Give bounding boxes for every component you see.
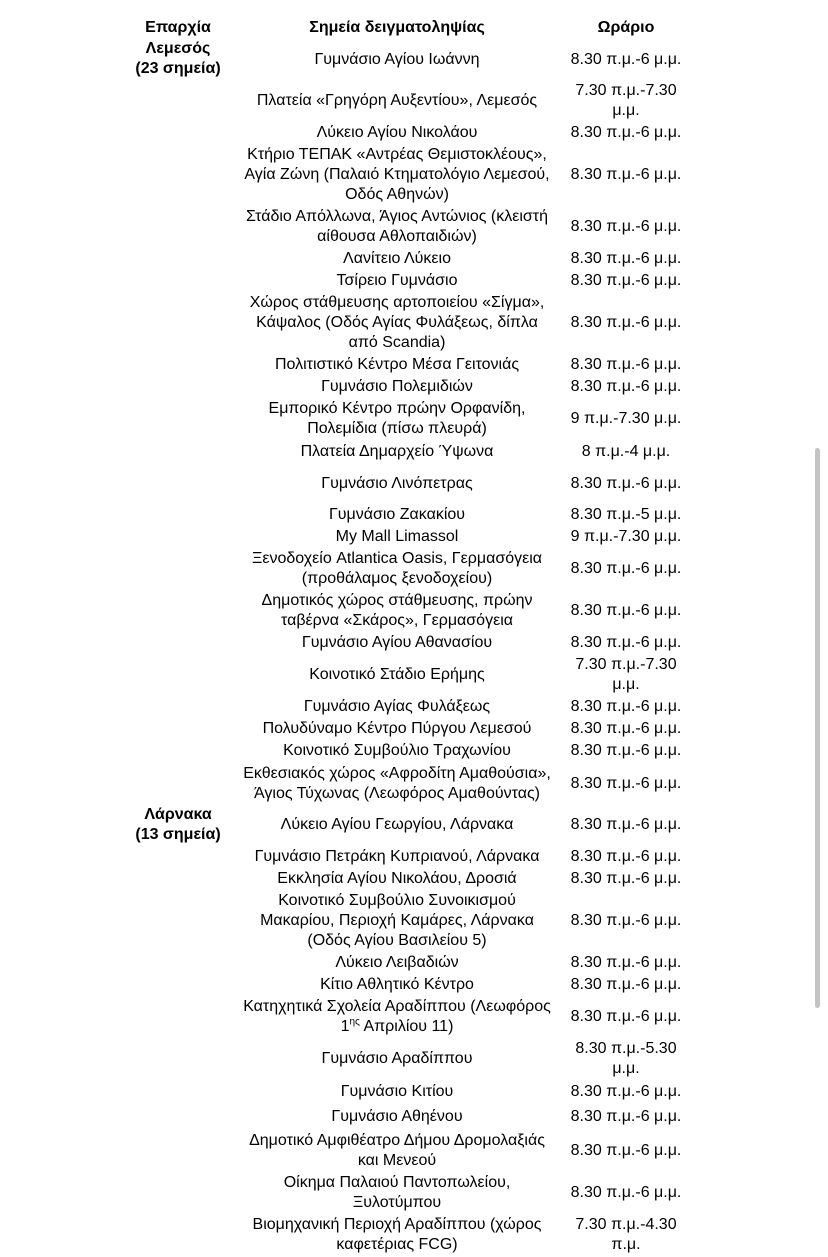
hours-cell <box>562 847 690 867</box>
ordinal-superscript: ης <box>349 1016 360 1028</box>
location-line: και Μενεού <box>357 1152 437 1169</box>
location-line: Γυμνάσιο Αγίας Φυλάξεως <box>303 698 491 715</box>
location-cell <box>232 249 562 269</box>
region-count: (13 σημεία) <box>135 826 221 843</box>
location-line: Γυμνάσιο Πολεμιδιών <box>321 378 473 395</box>
hours-line: 8.30 π.μ.-6 μ.μ. <box>570 356 682 373</box>
hours-line: 8.30 π.μ.-6 μ.μ. <box>570 602 682 619</box>
header-site: Σημεία δειγματοληψίας <box>309 19 485 36</box>
location-line: Εμπορικό Κέντρο πρώην Ορφανίδη, <box>268 400 526 417</box>
location-cell <box>232 975 562 995</box>
location-line: Ξυλοτύμπου <box>352 1194 442 1211</box>
location-line: Κίτιο Αθλητικό Κέντρο <box>320 976 474 993</box>
hours-cell <box>562 1082 690 1102</box>
hours-line: 8.30 π.μ.-6 μ.μ. <box>570 848 682 865</box>
location-cell <box>232 891 562 951</box>
location-line: Κοινοτικό Στάδιο Ερήμης <box>309 666 485 683</box>
hours-cell <box>562 50 690 70</box>
hours-cell <box>562 165 690 185</box>
location-cell <box>232 377 562 397</box>
location-line: Οδός Αθηνών) <box>345 186 449 203</box>
location-cell <box>232 1082 562 1102</box>
location-cell <box>232 1131 562 1171</box>
location-line: Γυμνάσιο Πετράκη Κυπριανού, Λάρνακα <box>254 848 540 865</box>
location-line: Χώρος στάθμευσης αρτοποιείου «Σίγμα», <box>249 294 545 311</box>
location-line: καφετέριας FCG) <box>336 1236 458 1253</box>
hours-cell <box>562 1107 690 1127</box>
location-cell <box>232 527 562 547</box>
hours-line: 8.30 π.μ.-6 μ.μ. <box>570 954 682 971</box>
location-line: $1^{\eta\varsigma}$ Απριλίου 11) <box>340 1016 454 1035</box>
location-line: ταβέρνα «Σκάρος», Γερμασόγεια <box>280 612 514 629</box>
location-line: Βιομηχανική Περιοχή Αραδίππου (χώρος <box>252 1216 542 1233</box>
region-count: (23 σημεία) <box>135 60 221 77</box>
location-cell <box>232 719 562 739</box>
hours-line: 8.30 π.μ.-6 μ.μ. <box>570 775 682 792</box>
location-cell <box>232 741 562 761</box>
hours-line: 9 π.μ.-7.30 μ.μ. <box>570 528 682 545</box>
location-line: Εκκλησία Αγίου Νικολάου, Δροσιά <box>277 870 517 887</box>
hours-cell <box>562 313 690 333</box>
location-cell <box>232 293 562 353</box>
hours-cell <box>562 975 690 995</box>
hours-line: 8.30 π.μ.-6 μ.μ. <box>570 870 682 887</box>
hours-line: 8.30 π.μ.-6 μ.μ. <box>570 272 682 289</box>
hours-cell <box>562 1007 690 1027</box>
hours-line: π.μ. <box>611 1236 641 1253</box>
location-line: My Mall Limassol <box>335 528 459 545</box>
hours-cell <box>562 409 690 429</box>
hours-line: 8.30 π.μ.-6 μ.μ. <box>570 218 682 235</box>
hours-line: 7.30 π.μ.-4.30 <box>575 1216 677 1233</box>
location-line: Λύκειο Λειβαδιών <box>335 954 459 971</box>
location-cell <box>232 355 562 375</box>
hours-cell <box>562 911 690 931</box>
location-cell <box>232 442 562 462</box>
hours-line: μ.μ. <box>612 1060 640 1077</box>
location-line: Τσίρειο Γυμνάσιο <box>336 272 458 289</box>
location-line: Πλατεία Δημαρχείο Ύψωνα <box>300 443 494 460</box>
hours-line: 8.30 π.μ.-6 μ.μ. <box>570 1108 682 1125</box>
hours-cell <box>562 774 690 794</box>
hours-cell <box>562 1141 690 1161</box>
location-cell <box>232 633 562 653</box>
location-cell <box>232 1049 562 1069</box>
hours-line: 8.30 π.μ.-6 μ.μ. <box>570 634 682 651</box>
hours-line: 8.30 π.μ.-6 μ.μ. <box>570 912 682 929</box>
location-line: Δημοτικό Αμφιθέατρο Δήμου Δρομολαξιάς <box>249 1132 545 1149</box>
hours-cell <box>562 1215 690 1255</box>
hours-cell <box>562 869 690 889</box>
hours-cell <box>562 442 690 462</box>
hours-cell <box>562 953 690 973</box>
hours-cell <box>562 505 690 525</box>
hours-line: 9 π.μ.-7.30 μ.μ. <box>570 410 682 427</box>
hours-line: 8.30 π.μ.-6 μ.μ. <box>570 698 682 715</box>
hours-line: 8.30 π.μ.-6 μ.μ. <box>570 1008 682 1025</box>
location-line: Γυμνάσιο Αθηένου <box>331 1108 463 1125</box>
location-line: Κοινοτικό Συμβούλιο Συνοικισμού <box>278 892 516 909</box>
hours-cell <box>562 697 690 717</box>
hours-line: 7.30 π.μ.-7.30 <box>575 656 677 673</box>
location-line: Γυμνάσιο Ζακακίου <box>328 506 466 523</box>
location-line: (Οδός Αγίου Βασιλείου 5) <box>307 932 487 949</box>
hours-line: 8 π.μ.-4 μ.μ. <box>581 443 671 460</box>
location-line: Γυμνάσιο Αγίου Ιωάννη <box>314 51 480 68</box>
hours-cell <box>562 719 690 739</box>
header-region: Επαρχία <box>145 19 211 36</box>
location-cell <box>232 271 562 291</box>
location-cell <box>232 847 562 867</box>
hours-cell <box>562 1183 690 1203</box>
hours-cell <box>562 123 690 143</box>
location-line: Γυμνάσιο Αραδίππου <box>321 1050 473 1067</box>
region-name: Λεμεσός <box>145 40 211 57</box>
location-line: Κατηχητικά Σχολεία Αραδίππου (Λεωφόρος <box>243 998 551 1015</box>
location-cell <box>232 869 562 889</box>
hours-cell <box>562 559 690 579</box>
location-line: Λύκειο Αγίου Γεωργίου, Λάρνακα <box>280 816 514 833</box>
location-cell <box>232 474 562 494</box>
location-cell <box>232 1215 562 1255</box>
location-line-tail: Απριλίου 11) <box>359 1018 454 1035</box>
location-line: Στάδιο Απόλλωνα, Άγιος Αντώνιος (κλειστή <box>245 208 548 225</box>
hours-cell <box>562 1039 690 1079</box>
hours-cell <box>562 81 690 121</box>
location-line: Μακαρίου, Περιοχή Καμάρες, Λάρνακα <box>260 912 534 929</box>
location-cell <box>232 665 562 685</box>
hours-line: 8.30 π.μ.-6 μ.μ. <box>570 166 682 183</box>
location-line: Γυμνάσιο Κιτίου <box>340 1083 454 1100</box>
location-cell <box>232 399 562 439</box>
location-line: (προθάλαμος ξενοδοχείου) <box>301 570 493 587</box>
hours-line: 8.30 π.μ.-6 μ.μ. <box>570 51 682 68</box>
hours-cell <box>562 217 690 237</box>
hours-cell <box>562 474 690 494</box>
location-line: Δημοτικός χώρος στάθμευσης, πρώην <box>261 592 533 609</box>
location-line: Οίκημα Παλαιού Παντοπωλείου, <box>283 1174 511 1191</box>
location-line: Αγία Ζώνη (Παλαιό Κτηματολόγιο Λεμεσού, <box>244 166 550 183</box>
hours-line: 8.30 π.μ.-6 μ.μ. <box>570 1083 682 1100</box>
location-line: Ξενοδοχείο Atlantica Oasis, Γερμασόγεια <box>251 550 543 567</box>
location-cell <box>232 145 562 205</box>
location-cell <box>232 1107 562 1127</box>
hours-line: 8.30 π.μ.-6 μ.μ. <box>570 816 682 833</box>
location-line: από Scandia) <box>348 334 446 351</box>
hours-line: 8.30 π.μ.-6 μ.μ. <box>570 124 682 141</box>
location-cell <box>232 1173 562 1213</box>
location-cell <box>232 815 562 835</box>
location-cell <box>232 505 562 525</box>
hours-cell <box>562 271 690 291</box>
hours-line: 8.30 π.μ.-6 μ.μ. <box>570 1184 682 1201</box>
location-cell <box>232 591 562 631</box>
hours-line: 8.30 π.μ.-6 μ.μ. <box>570 475 682 492</box>
location-line: Γυμνάσιο Λινόπετρας <box>321 475 473 492</box>
location-line: Λανίτειο Λύκειο <box>343 250 451 267</box>
hours-line: 8.30 π.μ.-6 μ.μ. <box>570 560 682 577</box>
location-line: Γυμνάσιο Αγίου Αθανασίου <box>301 634 493 651</box>
hours-line: 8.30 π.μ.-6 μ.μ. <box>570 976 682 993</box>
location-line: Εκθεσιακός χώρος «Αφροδίτη Αμαθούσια», <box>243 765 551 782</box>
location-cell <box>232 953 562 973</box>
region-larnaca <box>118 805 238 845</box>
hours-line: 8.30 π.μ.-5 μ.μ. <box>570 506 682 523</box>
hours-cell <box>562 655 690 695</box>
hours-line: μ.μ. <box>612 676 640 693</box>
location-cell <box>232 549 562 589</box>
location-line: Πολυδύναμο Κέντρο Πύργου Λεμεσού <box>262 720 532 737</box>
hours-cell <box>562 601 690 621</box>
hours-cell <box>562 527 690 547</box>
location-line: Πολεμίδια (πίσω πλευρά) <box>307 420 487 437</box>
location-cell <box>232 50 562 70</box>
location-cell <box>232 207 562 247</box>
region-name: Λάρνακα <box>144 806 212 823</box>
location-cell <box>232 697 562 717</box>
location-cell <box>232 91 562 111</box>
hours-cell <box>562 741 690 761</box>
hours-cell <box>562 815 690 835</box>
location-line: Κάψαλος (Οδός Αγίας Φυλάξεως, δίπλα <box>256 314 538 331</box>
hours-cell <box>562 633 690 653</box>
hours-cell <box>562 249 690 269</box>
location-cell <box>232 997 562 1037</box>
location-line: Πλατεία «Γρηγόρη Αυξεντίου», Λεμεσός <box>256 92 538 109</box>
hours-line: 8.30 π.μ.-6 μ.μ. <box>570 378 682 395</box>
location-line: Κτήριο ΤΕΠΑΚ «Αντρέας Θεμιστοκλέους», <box>247 146 547 163</box>
hours-line: 8.30 π.μ.-5.30 <box>575 1040 677 1057</box>
location-line: Λύκειο Αγίου Νικολάου <box>316 124 478 141</box>
hours-line: 8.30 π.μ.-6 μ.μ. <box>570 314 682 331</box>
hours-line: 8.30 π.μ.-6 μ.μ. <box>570 250 682 267</box>
hours-line: 7.30 π.μ.-7.30 <box>575 82 677 99</box>
location-line: αίθουσα Αθλοπαιδιών) <box>317 228 477 245</box>
location-cell <box>232 764 562 804</box>
hours-cell <box>562 355 690 375</box>
location-line: Κοινοτικό Συμβούλιο Τραχωνίου <box>283 742 511 759</box>
location-cell <box>232 123 562 143</box>
hours-line: μ.μ. <box>612 102 640 119</box>
location-line: Άγιος Τύχωνας (Λεωφόρος Αμαθούντας) <box>254 785 540 802</box>
hours-line: 8.30 π.μ.-6 μ.μ. <box>570 720 682 737</box>
location-line: Πολιτιστικό Κέντρο Μέσα Γειτονιάς <box>274 356 520 373</box>
hours-cell <box>562 377 690 397</box>
header-hours: Ωράριο <box>597 19 655 36</box>
region-limassol <box>118 39 238 79</box>
hours-line: 8.30 π.μ.-6 μ.μ. <box>570 1142 682 1159</box>
hours-line: 8.30 π.μ.-6 μ.μ. <box>570 742 682 759</box>
scrollbar[interactable] <box>815 448 820 1008</box>
